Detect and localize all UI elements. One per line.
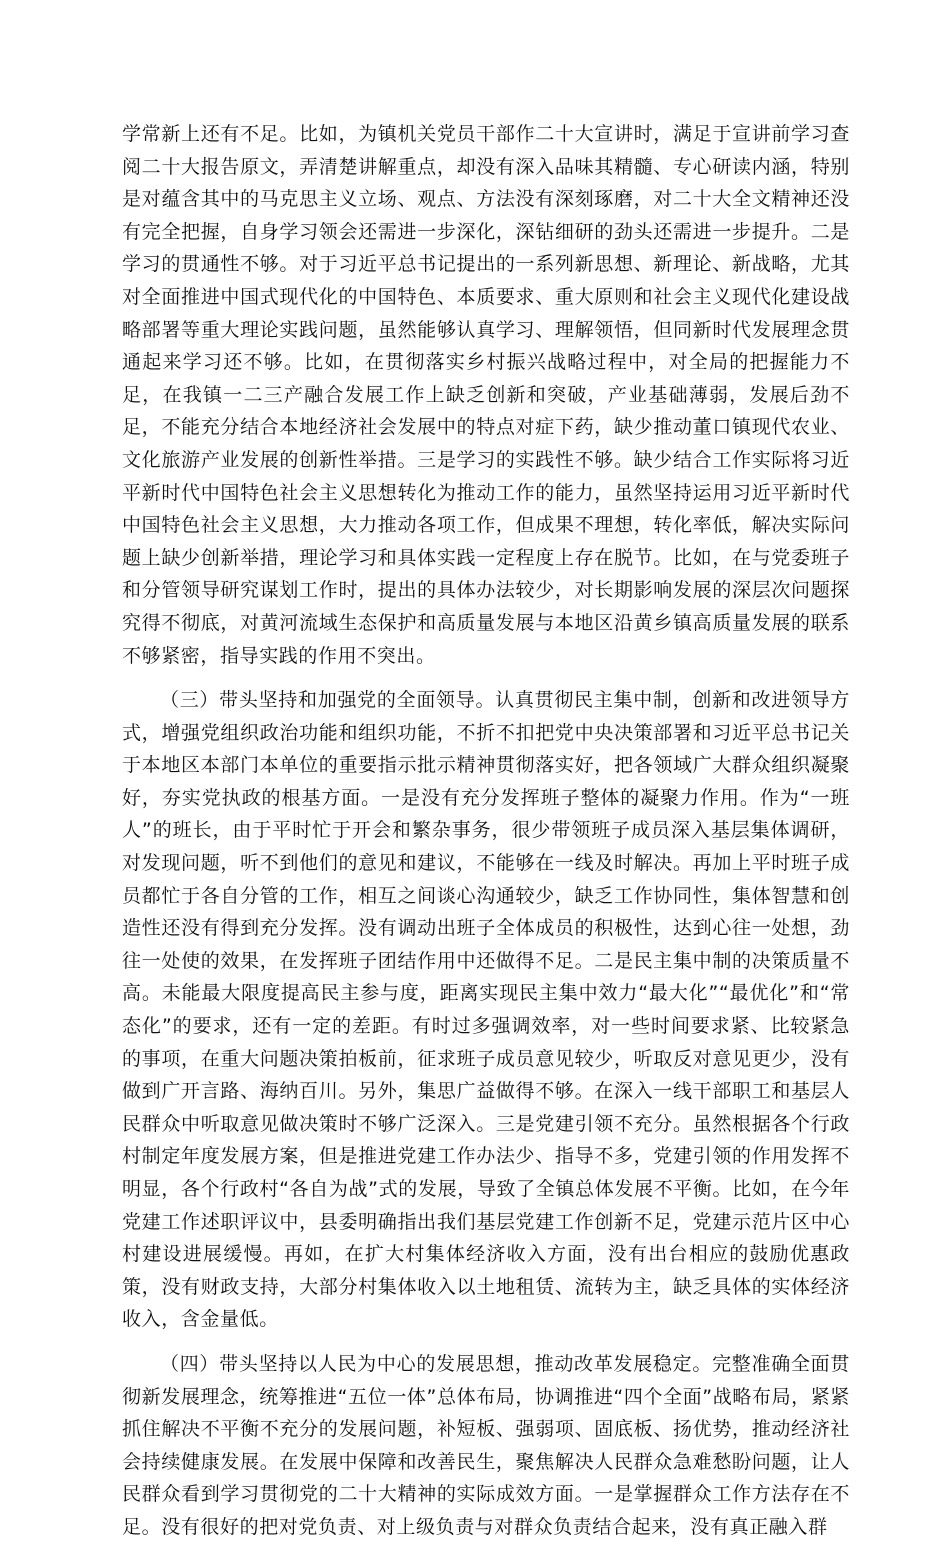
paragraph-study-shortcomings: 学常新上还有不足。比如，为镇机关党员干部作二十大宣讲时，满足于宣讲前学习查阅二十大报告原文，弄清楚讲解重点，却没有深入品味其精髓、专心研读内涵，特别是对蕴含其中的马克思主义立场、观点、方法没有深刻琢磨，对二十大全文精神还没有完全把握，自身学习领会还需进一步深化，深钻细研的劲头还需进一步提升。二是学习的贯通性不够。对于习近平总书记提出的一系列新思想、新理论、新战略，尤其对全面推进中国式现代化的中国特色、本质要求、重大原则和社会主义现代化建设战略部署等重大理论实践问题，虽然能够认真学习、理解领悟，但同新时代发展理念贯通起来学习还不够。比如，在贯彻落实乡村振兴战略过程中，对全局的把握能力不足，在我镇一二三产融合发展工作上缺乏创新和突破，产业基础薄弱，发展后劲不足，不能充分结合本地经济社会发展中的特点对症下药，缺少推动董口镇现代农业、文化旅游产业发展的创新性举措。三是学习的实践性不够。缺少结合工作实际将习近平新时代中国特色社会主义思想转化为推动工作的能力，虽然坚持运用习近平新时代中国特色社会主义思想，大力推动各项工作，但成果不理想，转化率低，解决实际问题上缺少创新举措，理论学习和具体实践一定程度上存在脱节。比如，在与党委班子和分管领导研究谋划工作时，提出的具体办法较少，对长期影响发展的深层次问题探究得不彻底，对黄河流域生态保护和高质量发展与本地区沿黄乡镇高质量发展的联系不够紧密，指导实践的作用不突出。: [122, 123, 850, 667]
paragraph-people-centered-development: （四）带头坚持以人民为中心的发展思想，推动改革发展稳定。完整准确全面贯彻新发展理念，统筹推进“五位一体”总体布局，协调推进“四个全面”战略布局，紧紧抓住解决不平衡不充分的发展问题，补短板、强弱项、固底板、扬优势，推动经济社会持续健康发展。在发展中保障和改善民生，聚焦解决人民群众急难愁盼问题，让人民群众看到学习贯彻党的二十大精神的实际成效方面。一是掌握群众工作方法存在不足。没有很好的把对党负责、对上级负责与对群众负责结合起来，没有真正融入群: [122, 1352, 850, 1538]
paragraph-party-leadership: （三）带头坚持和加强党的全面领导。认真贯彻民主集中制，创新和改进领导方式，增强党组织政治功能和组织功能，不折不扣把党中央决策部署和习近平总书记关于本地区本部门本单位的重要指示批示精神贯彻落实好，把各领域广大群众组织凝聚好，夯实党执政的根基方面。一是没有充分发挥班子整体的凝聚力作用。作为“一班人”的班长，由于平时忙于开会和繁杂事务，很少带领班子成员深入基层集体调研，对发现问题，听不到他们的意见和建议，不能够在一线及时解决。再加上平时班子成员都忙于各自分管的工作，相互之间谈心沟通较少，缺乏工作协同性，集体智慧和创造性还没有得到充分发挥。没有调动出班子全体成员的积极性，达到心往一处想，劲往一处使的效果，在发挥班子团结作用中还做得不足。二是民主集中制的决策质量不高。未能最大限度提高民主参与度，距离实现民主集中效力“最大化”“最优化”和“常态化”的要求，还有一定的差距。有时过多强调效率，对一些时间要求紧、比较紧急的事项，在重大问题决策拍板前，征求班子成员意见较少，听取反对意见更少，没有做到广开言路、海纳百川。另外，集思广益做得不够。在深入一线干部职工和基层人民群众中听取意见做决策时不够广泛深入。三是党建引领不充分。虽然根据各个行政村制定年度发展方案，但是推进党建工作办法少、指导不多，党建引领的作用发挥不明显，各个行政村“各自为战”式的发展，导致了全镇总体发展不平衡。比如，在今年党建工作述职评议中，县委明确指出我们基层党建工作创新不足，党建示范片区中心村建设进展缓慢。再如，在扩大村集体经济收入方面，没有出台相应的鼓励优惠政策，没有财政支持，大部分村集体收入以土地租赁、流转为主，缺乏具体的实体经济收入，含金量低。: [122, 689, 850, 1331]
document-page: [122, 118, 850, 1544]
